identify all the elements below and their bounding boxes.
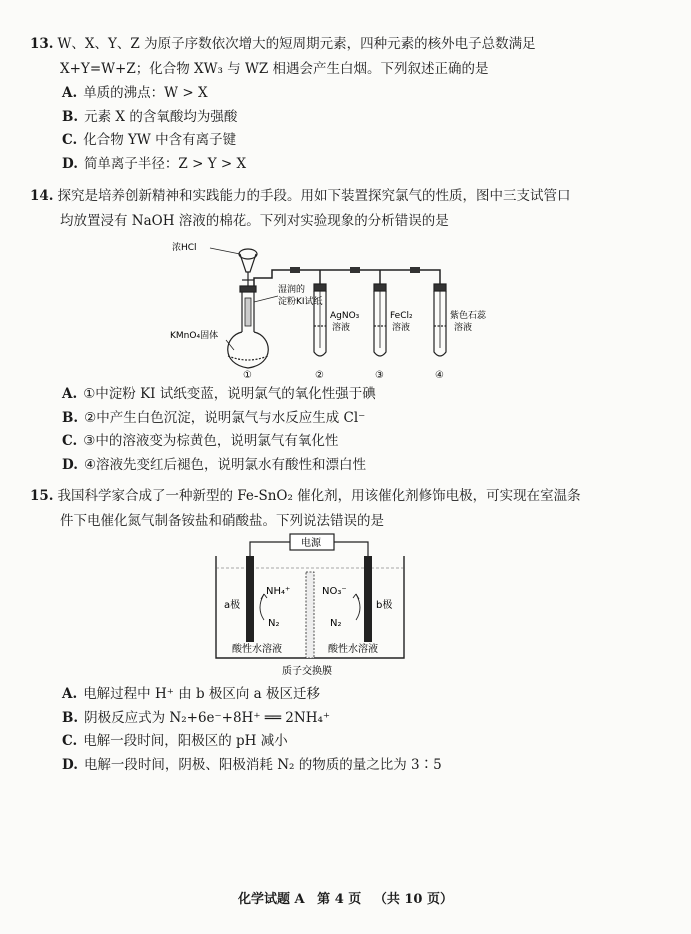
question-15-options bbox=[30, 683, 670, 777]
option-text: 电解过程中 H⁺ 由 b 极区向 a 极区迁移 bbox=[83, 686, 321, 702]
b-electrode-label: b极 bbox=[376, 600, 393, 611]
option-d bbox=[30, 754, 670, 778]
stem-line: X+Y=W+Z；化合物 XW₃ 与 WZ 相遇会产生白烟。下列叙述正确的是 bbox=[60, 61, 489, 77]
b-electrode bbox=[364, 556, 372, 642]
option-text: 电解一段时间，阳极区的 pH 减小 bbox=[83, 733, 288, 749]
nh4-label: NH₄⁺ bbox=[266, 586, 291, 597]
option-b bbox=[30, 106, 670, 130]
option-text: 元素 X 的含氧酸均为强酸 bbox=[84, 108, 238, 125]
question-number: 13. bbox=[30, 36, 54, 52]
arrow-head-icon bbox=[353, 594, 359, 599]
question-13-stem bbox=[30, 32, 670, 57]
option-text: 阴极反应式为 N₂+6e⁻+8H⁺ ══ 2NH₄⁺ bbox=[84, 709, 331, 726]
tube4-label-1: 紫色石蕊 bbox=[450, 311, 487, 321]
chlorine-apparatus-figure bbox=[170, 240, 510, 380]
option-text: 电解一段时间，阴极、阳极消耗 N₂ 的物质的量之比为 3∶5 bbox=[83, 756, 442, 773]
starch-ki-paper bbox=[245, 298, 251, 326]
label-2: ② bbox=[315, 370, 324, 380]
question-14-options bbox=[30, 383, 670, 477]
tube-joint bbox=[410, 267, 420, 273]
label-1: ① bbox=[243, 370, 252, 380]
n2-left-label: N₂ bbox=[268, 618, 280, 629]
stem-line: 均放置浸有 NaOH 溶液的棉花。下列对实验现象的分析错误的是 bbox=[60, 213, 449, 229]
power-label: 电源 bbox=[301, 538, 321, 549]
option-c bbox=[30, 430, 670, 454]
option-c bbox=[30, 730, 670, 754]
option-a bbox=[30, 383, 670, 407]
option-label: C. bbox=[62, 132, 78, 148]
option-a bbox=[30, 683, 670, 707]
stem-line: 件下电催化氮气制备铵盐和硝酸盐。下列说法错误的是 bbox=[60, 513, 384, 529]
acid-right-label: 酸性水溶液 bbox=[328, 644, 378, 655]
wet-paper-label-2: 淀粉KI试纸 bbox=[278, 297, 323, 307]
test-tube-4 bbox=[434, 284, 446, 356]
option-label: B. bbox=[62, 709, 79, 726]
option-d bbox=[30, 153, 670, 177]
option-text: ①中淀粉 KI 试纸变蓝，说明氯气的氧化性强于碘 bbox=[83, 386, 376, 402]
option-d bbox=[30, 454, 670, 478]
a-electrode-label: a极 bbox=[224, 600, 241, 611]
option-text: 简单离子半径：Z > Y > X bbox=[83, 155, 247, 172]
footer-subject: 化学试题 A bbox=[238, 892, 305, 907]
option-a bbox=[30, 82, 670, 106]
option-label: A. bbox=[62, 386, 78, 402]
tube-joint bbox=[290, 267, 300, 273]
question-14 bbox=[30, 184, 670, 234]
label-3: ③ bbox=[375, 370, 384, 380]
option-label: B. bbox=[62, 108, 79, 125]
tube2-label-1: AgNO₃ bbox=[330, 311, 360, 321]
question-15-stem bbox=[30, 484, 670, 509]
option-label: D. bbox=[62, 456, 78, 473]
option-c bbox=[30, 129, 670, 153]
option-label: A. bbox=[62, 85, 78, 101]
option-label: D. bbox=[62, 155, 78, 172]
option-text: ③中的溶液变为棕黄色，说明氯气有氧化性 bbox=[83, 433, 339, 449]
test-tube-3 bbox=[374, 284, 386, 356]
a-electrode bbox=[246, 556, 254, 642]
option-text: 化合物 YW 中含有离子键 bbox=[83, 132, 237, 148]
electrolysis-cell-figure bbox=[210, 528, 410, 678]
option-text: ②中产生白色沉淀，说明氯气与水反应生成 Cl⁻ bbox=[84, 409, 366, 426]
label-4: ④ bbox=[435, 370, 444, 380]
option-b bbox=[30, 407, 670, 431]
stem-line: 探究是培养创新精神和实践能力的手段。用如下装置探究氯气的性质，图中三支试管口 bbox=[57, 188, 571, 204]
stem-line: W、X、Y、Z 为原子序数依次增大的短周期元素，四种元素的核外电子总数满足 bbox=[57, 36, 536, 52]
tube2-label-2: 溶液 bbox=[332, 323, 351, 333]
question-15 bbox=[30, 484, 670, 534]
option-label: D. bbox=[62, 756, 78, 773]
question-13 bbox=[30, 32, 670, 176]
tube-joint bbox=[350, 267, 360, 273]
question-14-stem bbox=[30, 184, 670, 209]
footer-page: 第 4 页 bbox=[317, 892, 362, 907]
membrane-label: 质子交换膜 bbox=[282, 666, 332, 677]
tube4-label-2: 溶液 bbox=[454, 323, 473, 333]
tube3-label-2: 溶液 bbox=[392, 323, 411, 333]
proton-exchange-membrane bbox=[306, 572, 314, 658]
conc-hcl-label: 浓HCl bbox=[172, 243, 197, 253]
tube3-label-1: FeCl₂ bbox=[390, 311, 413, 321]
option-text: ④溶液先变红后褪色，说明氯水有酸性和漂白性 bbox=[83, 456, 367, 473]
option-label: A. bbox=[62, 686, 78, 702]
no3-label: NO₃⁻ bbox=[322, 586, 347, 597]
option-label: C. bbox=[62, 433, 78, 449]
kmno4-label: KMnO₄固体 bbox=[170, 331, 219, 341]
question-number: 14. bbox=[30, 188, 54, 204]
footer-total: （共 10 页） bbox=[373, 892, 453, 907]
question-number: 15. bbox=[30, 488, 54, 504]
wet-paper-label-1: 湿润的 bbox=[278, 285, 306, 295]
test-tube-2 bbox=[314, 284, 326, 356]
option-label: C. bbox=[62, 733, 78, 749]
stem-line: 我国科学家合成了一种新型的 Fe-SnO₂ 催化剂，用该催化剂修饰电极，可实现在室温条 bbox=[57, 488, 581, 504]
page-footer bbox=[0, 888, 691, 907]
n2-right-label: N₂ bbox=[330, 618, 342, 629]
acid-left-label: 酸性水溶液 bbox=[232, 644, 282, 655]
option-text: 单质的沸点：W > X bbox=[83, 85, 208, 101]
option-b bbox=[30, 707, 670, 731]
option-label: B. bbox=[62, 409, 79, 426]
